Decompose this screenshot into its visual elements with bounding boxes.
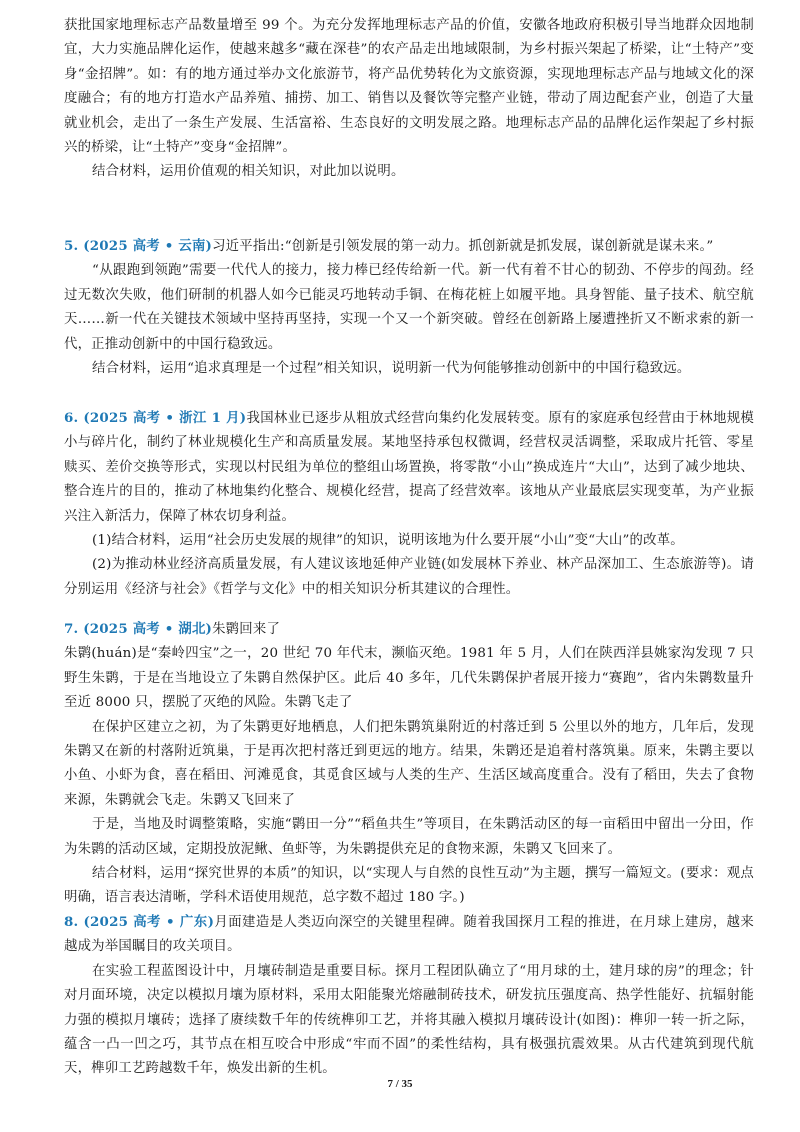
q8-paragraph-1: 在实验工程蓝图设计中，月壤砖制造是重要目标。探月工程团队确立了“用月球的土，建月球的房”的理念；针对月面环境，决定以模拟月壤为原材料，采用太阳能聚光熔融制砖技术，研发抗压强度高、热学性能好、抗辐射能力强的模拟月壤砖；选择了赓续数千年的传统榫卯工艺，并将其融入模拟月壤砖设计(如图)：榫卯一转一折之际，蕴含一凸一凹之巧，其节点在相互咬合中形成“牢而不固”的柔性结构，具有极强抗震效果。从古代建筑到现代航天，榫卯工艺跨越数千年，焕发出新的生机。 — [64, 963, 754, 1077]
q6-number: 6. (2025 高考 • 浙江 1 月) — [64, 410, 247, 426]
q6-lead: 我国林业已逐步从粗放式经营向集约化发展转变。原有的家庭承包经营由于林地规模小与碎片化，制约了林业规模化生产和高质量发展。某地坚持承包权微调，经营权灵活调整，采取成片托管、零星赎买、差价交换等形式，实现以村民组为单位的整组山场置换，将零散“小山”换成连片“大山”，达到了减少地块、整合连片的目的，推动了林地集约化整合、规模化经营，提高了经营效率。该地从产业最底层实现变革，为产业振兴注入新活力，保障了林农切身利益。 — [64, 411, 755, 524]
q5-body: “从跟跑到领跑”需要一代代人的接力，接力棒已经传给新一代。新一代有着不甘心的韧劲、不停步的闯劲。经过无数次失败，他们研制的机器人如今已能灵巧地转动手铜、在梅花桩上如履平地。具身智能、量子技术、航空航天……新一代在关键技术领域中坚持再坚持，实现一个又一个新突破。曾经在创新路上屡遭挫折又不断求索的新一代，正推动创新中的中国行稳致远。 — [64, 263, 754, 352]
question-6 — [64, 406, 754, 602]
q7-header — [64, 617, 754, 642]
question-7 — [64, 617, 754, 911]
question-8 — [64, 910, 754, 1082]
q7-paragraph-3: 于是，当地及时调整策略，实施“鹮田一分”“稻鱼共生”等项目，在朱鹮活动区的每一亩稻田中留出一分田，作为朱鹮的活动区域，定期投放泥鳅、鱼虾等，为朱鹮提供充足的食物来源，朱鹮又飞回来了。 — [64, 817, 754, 857]
page-number: 7 / 35 — [387, 1078, 413, 1090]
q5-lead-paragraph — [64, 234, 754, 259]
q7-title: 朱鹮回来了 — [212, 622, 281, 637]
q5-question: 结合材料，运用“追求真理是一个过程”相关知识，说明新一代为何能够推动创新中的中国行稳致远。 — [92, 361, 691, 377]
q7-number: 7. (2025 高考 • 湖北) — [64, 621, 213, 637]
q8-number: 8. (2025 高考 • 广东) — [64, 914, 215, 930]
question-5 — [64, 234, 754, 381]
q7-paragraph-1: 朱鹮(huán)是“秦岭四宝”之一，20 世纪 70 年代末，濒临灭绝。1981 年 5 月，人们在陕西洋县姚家沟发现 7 只野生朱鹮，于是在当地设立了朱鹮自然保护区。此后 40 多年，几代朱鹮保护者展开接力“赛跑”，省内朱鹮数量升至近 8000 只，摆脱了灭绝的风险。朱鹮飞走了 — [64, 646, 754, 711]
q8-lead-paragraph — [64, 910, 754, 960]
q8-lead: 月面建造是人类迈向深空的关键里程碑。随着我国探月工程的推进，在月球上建房，越来越成为举国瞩目的攻关项目。 — [64, 915, 754, 955]
intro-paragraph: 获批国家地理标志产品数量增至 99 个。为充分发挥地理标志产品的价值，安徽各地政府积极引导当地群众因地制宜，大力实施品牌化运作，使越来越多“藏在深巷”的农产品走出地域限制，为乡村振兴架起了桥梁，让“土特产”变身“金招牌”。如：有的地方通过举办文化旅游节，将产品优势转化为文旅资源，实现地理标志产品与地域文化的深度融合；有的地方打造水产品养殖、捕捞、加工、销售以及餐饮等完整产业链，带动了周边配套产业，创造了大量就业机会，走出了一条生产发展、生活富裕、生态良好的文明发展之路。地理标志产品的品牌化运作架起了乡村振兴的桥梁，让“土特产”变身“金招牌”。 — [64, 18, 754, 156]
q7-question: 结合材料，运用“探究世界的本质”的知识，以“实现人与自然的良性互动”为主题，撰写一篇短文。(要求：观点明确，语言表达清晰，学科术语使用规范，总字数不超过 180 字。) — [64, 866, 754, 906]
intro-question: 结合材料，运用价值观的相关知识，对此加以说明。 — [92, 164, 405, 180]
q5-lead: 习近平指出:“创新是引领发展的第一动力。抓创新就是抓发展，谋创新就是谋未来。” — [212, 239, 714, 254]
q6-sub2: (2)为推动林业经济高质量发展，有人建议该地延伸产业链(如发展林下养业、林产品深加工、生态旅游等)。请分别运用《经济与社会》《哲学与文化》中的相关知识分析其建议的合理性。 — [64, 557, 754, 597]
q5-number: 5. (2025 高考 • 云南) — [64, 238, 213, 254]
q6-sub1: (1)结合材料，运用“社会历史发展的规律”的知识，说明该地为什么要开展“小山”变“大山”的改革。 — [92, 533, 684, 549]
intro-section — [64, 14, 754, 185]
q7-paragraph-2: 在保护区建立之初，为了朱鹮更好地栖息，人们把朱鹮筑巢附近的村落迁到 5 公里以外的地方，几年后，发现朱鹮又在新的村落附近筑巢，于是再次把村落迁到更远的地方。结果，朱鹮还是追着村落筑巢。原来，朱鹮主要以小鱼、小虾为食，喜在稻田、河滩觅食，其觅食区域与人类的生产、生活区域高度重合。没有了稻田，失去了食物来源，朱鹮就会飞走。朱鹮又飞回来了 — [64, 719, 754, 808]
q6-lead-paragraph — [64, 406, 754, 529]
